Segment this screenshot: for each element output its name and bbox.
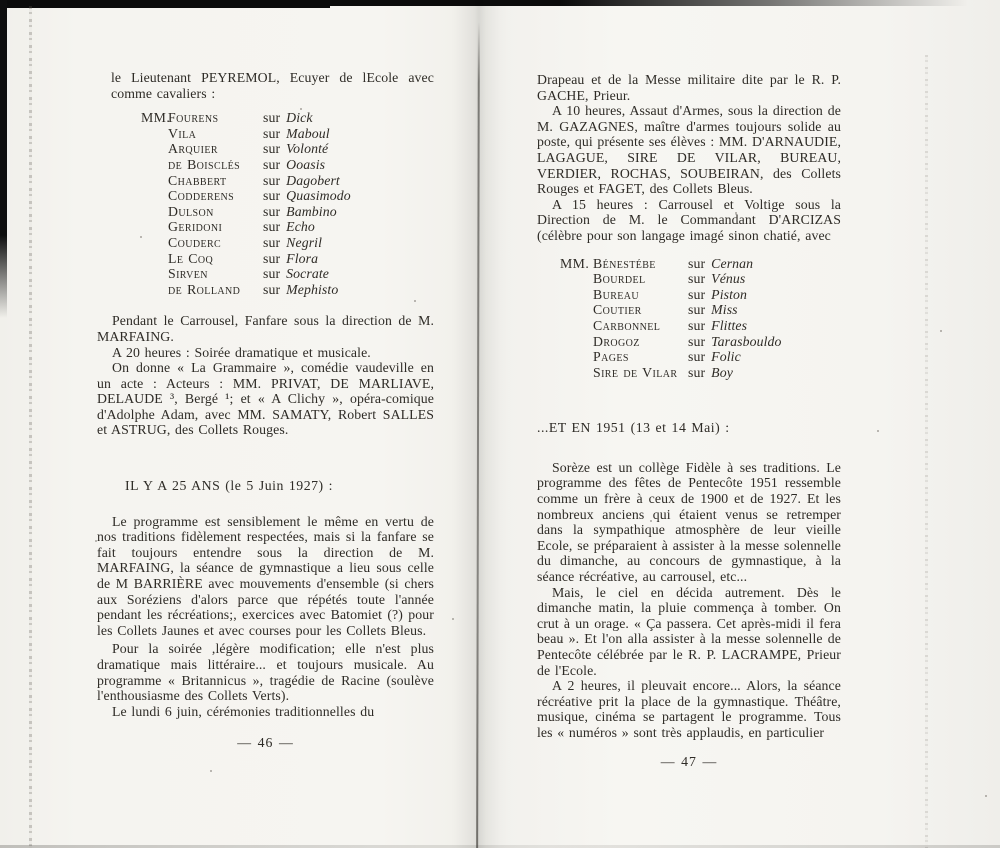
scan-speck bbox=[452, 618, 454, 620]
rider-row bbox=[141, 251, 434, 267]
rider-list-1952 bbox=[141, 110, 434, 297]
sur-label: sur bbox=[263, 250, 281, 266]
paragraph: Le programme est sensiblement le même en vertu de nos traditions fidèlement respectées, mais si la fanfare se fait toujours entendre sous la direction de M. MARFAING, la séance de gymnastique a lieu sous celle de M BARRIÈRE avec mouvements d'ensemble (si chers aux Soréziens d'alors parce que répétés toute l'année pendant les récréations;, exercices avec Batomiet (?) pour les Collets Jaunes et avec courses pour les Collets Bleus. bbox=[97, 513, 434, 638]
sur-label: sur bbox=[263, 234, 281, 250]
horse-name: Echo bbox=[286, 219, 315, 235]
riders-prefix bbox=[141, 126, 168, 142]
rider-row bbox=[560, 349, 841, 365]
rider-row bbox=[560, 287, 841, 303]
sur-label: sur bbox=[688, 286, 706, 302]
horse-name: Flittes bbox=[711, 317, 748, 333]
rider-name: Dulson bbox=[168, 203, 214, 219]
horse-name: Vénus bbox=[711, 271, 746, 287]
rider-name: Couderc bbox=[168, 234, 222, 250]
sur-label: sur bbox=[688, 317, 706, 333]
horse-name: Volonté bbox=[286, 141, 329, 157]
page-47 bbox=[537, 72, 841, 769]
rider-name: Carbonnel bbox=[593, 317, 661, 333]
scan-speck bbox=[940, 330, 942, 332]
rider-name: Bourdel bbox=[593, 271, 646, 287]
riders-prefix bbox=[141, 266, 168, 282]
rider-name: Codderens bbox=[168, 188, 235, 204]
rider-name: Sire de Vilar bbox=[593, 364, 678, 380]
riders-prefix bbox=[141, 235, 168, 251]
riders-prefix bbox=[560, 302, 593, 318]
horse-name: Cernan bbox=[711, 255, 754, 271]
riders-prefix bbox=[560, 334, 593, 350]
sur-label: sur bbox=[263, 156, 281, 172]
riders-prefix: MM. bbox=[141, 110, 171, 126]
horse-name: Negril bbox=[286, 234, 323, 250]
sur-label: sur bbox=[263, 281, 281, 297]
sur-label: sur bbox=[263, 203, 281, 219]
sur-label: sur bbox=[688, 349, 706, 365]
sur-label: sur bbox=[688, 364, 706, 380]
page-number-47: — 47 — bbox=[660, 753, 718, 769]
rider-row bbox=[141, 219, 434, 235]
sur-label: sur bbox=[263, 125, 281, 141]
scan-speck bbox=[877, 430, 879, 432]
rider-name: Sirven bbox=[168, 266, 208, 282]
paragraph: Pendant le Carrousel, Fanfare sous la direction de M. MARFAING. bbox=[97, 313, 434, 344]
rider-row bbox=[141, 235, 434, 251]
rider-name: Vila bbox=[168, 125, 197, 141]
scan-top-edge-thick bbox=[0, 0, 330, 8]
horse-name: Ooasis bbox=[286, 156, 326, 172]
scan-fold-line bbox=[29, 6, 32, 848]
rider-row bbox=[141, 126, 434, 142]
riders-prefix bbox=[560, 365, 593, 381]
riders-prefix bbox=[560, 287, 593, 303]
sur-label: sur bbox=[688, 333, 706, 349]
horse-name: Dagobert bbox=[286, 172, 340, 188]
riders-prefix: MM. bbox=[560, 255, 590, 271]
rider-row bbox=[141, 110, 434, 126]
rider-name: Arquier bbox=[168, 141, 218, 157]
rider-name: Drogoz bbox=[593, 333, 640, 349]
rider-name: Bénestébe bbox=[593, 255, 656, 271]
horse-name: Boy bbox=[711, 364, 733, 380]
scan-right-grain bbox=[925, 55, 928, 848]
riders-prefix bbox=[560, 349, 593, 365]
sur-label: sur bbox=[263, 266, 281, 282]
rider-row bbox=[141, 204, 434, 220]
page-number-46: — 46 — bbox=[237, 735, 294, 751]
rider-row bbox=[560, 271, 841, 287]
paragraph: A 15 heures : Carrousel et Voltige sous la Direction de M. le Commandant D'ARCIZAS (célèbre pour son langage imagé sinon chatié, avec bbox=[537, 196, 841, 243]
paragraph: Le lundi 6 juin, cérémonies traditionnelles du bbox=[112, 703, 375, 719]
rider-row bbox=[141, 173, 434, 189]
riders-prefix bbox=[141, 251, 168, 267]
sur-label: sur bbox=[263, 188, 281, 204]
rider-row bbox=[560, 318, 841, 334]
paragraph: A 2 heures, il pleuvait encore... Alors, la séance récréative prit la place de la gymnastique. Théâtre, musique, cinéma se partagent le programme. Tous les « numéros » sont très applaudis, en particulier bbox=[537, 678, 841, 740]
horse-name: Maboul bbox=[286, 125, 330, 141]
rider-row bbox=[141, 282, 434, 298]
paragraph: A 20 heures : Soirée dramatique et musicale. bbox=[112, 344, 371, 360]
paragraph: Mais, le ciel en décida autrement. Dès le dimanche matin, la pluie commença à tomber. On crut à un orage. « Ça passera. Cet après-midi il fera beau ». Et l'on alla assister à la messe solennelle de Pentecôte célébrée par le R. P. LACRAMPE, Prieur de l'Ecole. bbox=[537, 584, 841, 678]
paragraph: Pour la soirée ,légère modification; elle n'est plus dramatique mais littéraire... et toujours musicale. Au programme « Britannicus », tragédie de Racine (soulève l'enthousiasme des Collets Verts). bbox=[97, 641, 434, 704]
scan-speck bbox=[210, 770, 212, 772]
rider-name: de Rolland bbox=[168, 281, 241, 297]
horse-name: Tarasbouldo bbox=[711, 333, 782, 349]
rider-row bbox=[141, 141, 434, 157]
horse-name: Dick bbox=[286, 110, 313, 126]
paragraph: On donne « La Grammaire », comédie vaudeville en un acte : Acteurs : MM. PRIVAT, DE MARLIAVE, DELAUDE ³, Bergé ¹; et « A Clichy », opéra-comique d'Adolphe Adam, avec MM. SAMATY, Robert SALLES et ASTRUG, des Collets Rouges. bbox=[97, 360, 434, 438]
rider-row bbox=[560, 302, 841, 318]
horse-name: Flora bbox=[286, 250, 319, 266]
sur-label: sur bbox=[688, 255, 706, 271]
riders-prefix bbox=[560, 271, 593, 287]
riders-prefix bbox=[141, 282, 168, 298]
riders-prefix bbox=[141, 157, 168, 173]
sur-label: sur bbox=[263, 172, 281, 188]
scan-speck bbox=[985, 795, 987, 797]
rider-row bbox=[141, 266, 434, 282]
rider-name: Chabbert bbox=[168, 172, 227, 188]
riders-prefix bbox=[141, 141, 168, 157]
section-heading-1951: ...ET EN 1951 (13 et 14 Mai) : bbox=[537, 420, 730, 436]
page-46 bbox=[97, 70, 434, 751]
riders-prefix bbox=[141, 204, 168, 220]
horse-name: Mephisto bbox=[286, 281, 339, 297]
horse-name: Piston bbox=[711, 286, 748, 302]
paragraph-continuation: le Lieutenant PEYREMOL, Ecuyer de lEcole avec comme cavaliers : bbox=[111, 70, 434, 101]
rider-row bbox=[141, 157, 434, 173]
scan-left-edge bbox=[0, 0, 7, 318]
rider-row bbox=[560, 256, 841, 272]
section-heading-1927: IL Y A 25 ANS (le 5 Juin 1927) : bbox=[125, 478, 333, 494]
rider-name: Pages bbox=[593, 349, 629, 365]
riders-prefix bbox=[560, 318, 593, 334]
rider-name: Coutier bbox=[593, 302, 642, 318]
rider-name: Fourens bbox=[168, 110, 219, 126]
horse-name: Bambino bbox=[286, 203, 337, 219]
rider-row bbox=[560, 365, 841, 381]
horse-name: Socrate bbox=[286, 266, 330, 282]
horse-name: Folic bbox=[711, 349, 741, 365]
sur-label: sur bbox=[688, 271, 706, 287]
horse-name: Quasimodo bbox=[286, 188, 351, 204]
paragraph-continuation: Drapeau et de la Messe militaire dite par le R. P. GACHE, Prieur. bbox=[537, 72, 841, 103]
paragraph: Sorèze est un collège Fidèle à ses traditions. Le programme des fêtes de Pentecôte 1951 ressemble comme un frère à ceux de 1900 et de 1927. Et les nombreux anciens qui étaient venus se retremper dans la sympathique atmosphère de leur vieille Ecole, se préparaient à assister à la messe solennelle du dimanche, au concours de gymnastique, à la séance récréative, au carrousel, etc... bbox=[537, 459, 841, 585]
riders-prefix bbox=[141, 173, 168, 189]
sur-label: sur bbox=[263, 110, 281, 126]
paragraph: A 10 heures, Assaut d'Armes, sous la direction de M. GAZAGNES, maître d'armes toujours solide au poste, qui présente ses élèves : MM. D'ARNAUDIE, LAGAGUE, SIRE DE VILAR, BUREAU, VERDIER, ROCHAS, SOUBEIRAN, des Collets Rouges et FAGET, des Collets Bleus. bbox=[537, 103, 841, 197]
riders-prefix bbox=[141, 188, 168, 204]
riders-prefix bbox=[141, 219, 168, 235]
rider-name: de Boisclés bbox=[168, 156, 241, 172]
rider-row bbox=[560, 334, 841, 350]
rider-name: Le Coq bbox=[168, 250, 214, 266]
rider-name: Bureau bbox=[593, 286, 640, 302]
rider-row bbox=[141, 188, 434, 204]
sur-label: sur bbox=[688, 302, 706, 318]
sur-label: sur bbox=[263, 219, 281, 235]
rider-name: Geridoni bbox=[168, 219, 223, 235]
rider-list-carrousel bbox=[560, 256, 841, 381]
sur-label: sur bbox=[263, 141, 281, 157]
horse-name: Miss bbox=[711, 302, 738, 318]
